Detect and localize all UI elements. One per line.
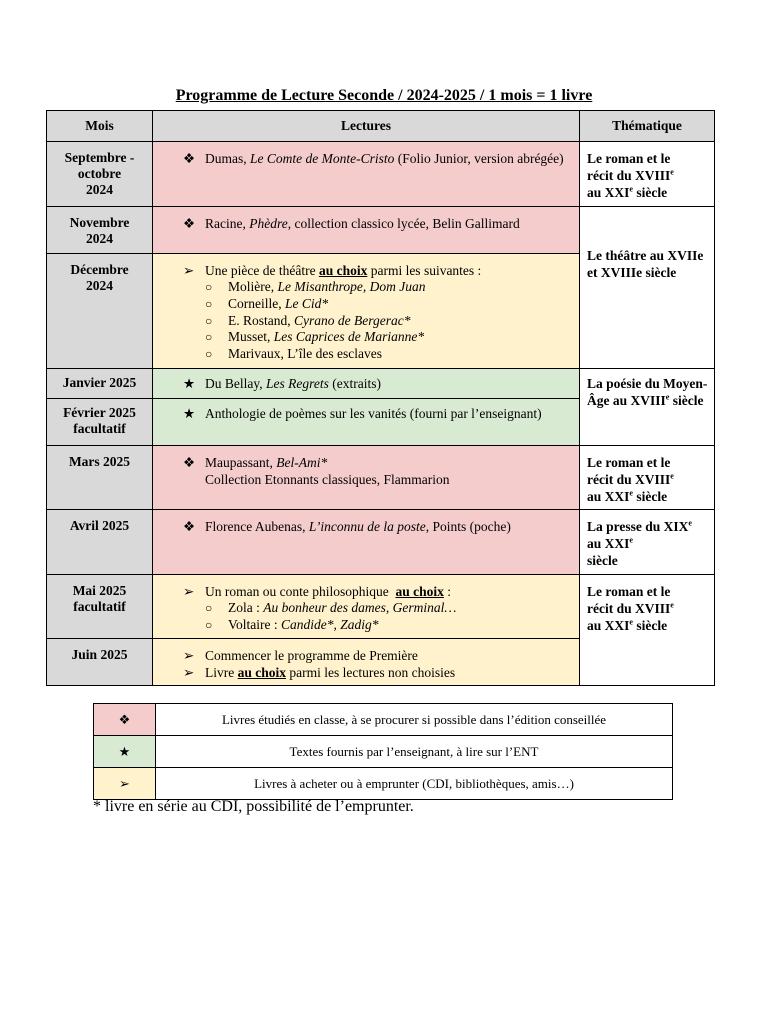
star-icon: ★ bbox=[94, 736, 156, 768]
reading-cell: ❖ Maupassant, Bel-Ami* Collection Etonnants classiques, Flammarion bbox=[153, 446, 580, 510]
theme-cell: La poésie du Moyen-Âge au XVIIIe siècle bbox=[580, 369, 715, 446]
sub-item: ○ Voltaire : Candide*, Zadig* bbox=[205, 616, 379, 632]
legend-text: Livres à acheter ou à emprunter (CDI, bibliothèques, amis…) bbox=[156, 768, 673, 800]
arrow-icon: ➢ bbox=[183, 665, 195, 680]
header-mois: Mois bbox=[47, 111, 153, 142]
theme-cell: Le roman et le récit du XVIIIe au XXIe siècle bbox=[580, 142, 715, 207]
arrow-icon: ➢ bbox=[94, 768, 156, 800]
legend-text: Textes fournis par l’enseignant, à lire sur l’ENT bbox=[156, 736, 673, 768]
reading-cell bbox=[153, 142, 580, 207]
circle-icon: ○ bbox=[205, 617, 213, 632]
footnote: * livre en série au CDI, possibilité de l’emprunter. bbox=[93, 798, 414, 815]
reading-cell bbox=[153, 575, 580, 639]
diamond-icon: ❖ bbox=[183, 455, 196, 470]
reading-item: ❖ Maupassant, Bel-Ami* bbox=[183, 455, 328, 470]
legend-table bbox=[93, 703, 673, 800]
reading-cell bbox=[153, 207, 580, 254]
reading-cell bbox=[153, 254, 580, 369]
sub-item: ○ Musset, Les Caprices de Marianne* bbox=[205, 329, 425, 345]
reading-item: ➢ Une pièce de théâtre au choix parmi les suivantes : bbox=[183, 263, 482, 278]
reading-item: ➢ Livre au choix parmi les lectures non choisies bbox=[183, 665, 456, 680]
reading-item: ❖ Florence Aubenas, L’inconnu de la poste, Points (poche) bbox=[183, 519, 511, 534]
circle-icon: ○ bbox=[205, 296, 213, 311]
diamond-icon: ❖ bbox=[94, 704, 156, 736]
circle-icon: ○ bbox=[205, 330, 213, 345]
sub-item: ○ E. Rostand, Cyrano de Bergerac* bbox=[205, 312, 411, 328]
star-icon: ★ bbox=[183, 406, 196, 421]
reading-item: ❖ Dumas, Le Comte de Monte-Cristo (Folio Junior, version abrégée) bbox=[183, 151, 564, 166]
arrow-icon: ➢ bbox=[183, 648, 195, 663]
reading-cell bbox=[153, 510, 580, 575]
month-cell: Janvier 2025 bbox=[47, 369, 153, 399]
month-cell: Mai 2025 facultatif bbox=[47, 575, 153, 639]
reading-item: ➢ Un roman ou conte philosophique au choix : bbox=[183, 584, 452, 599]
month-cell: Septembre - octobre 2024 bbox=[47, 142, 153, 207]
circle-icon: ○ bbox=[205, 601, 213, 615]
sub-item: ○ Corneille, Le Cid* bbox=[205, 295, 329, 311]
sub-item: ○ Molière, Le Misanthrope, Dom Juan bbox=[205, 279, 426, 294]
star-icon: ★ bbox=[183, 376, 196, 391]
diamond-icon: ❖ bbox=[183, 216, 196, 231]
arrow-icon: ➢ bbox=[183, 584, 195, 599]
reading-item: ★ Anthologie de poèmes sur les vanités (fourni par l’enseignant) bbox=[183, 406, 542, 421]
sub-item: ○ Marivaux, L’île des esclaves bbox=[205, 346, 382, 362]
month-cell: Juin 2025 bbox=[47, 639, 153, 686]
month-cell: Avril 2025 bbox=[47, 510, 153, 575]
legend-text: Livres étudiés en classe, à se procurer si possible dans l’édition conseillée bbox=[156, 704, 673, 736]
theme-cell: Le théâtre au XVIIe et XVIIIe siècle bbox=[580, 207, 715, 369]
reading-item: ★ Du Bellay, Les Regrets (extraits) bbox=[183, 376, 381, 391]
circle-icon: ○ bbox=[205, 280, 213, 294]
reading-item: ❖ Racine, Phèdre, collection classico lycée, Belin Gallimard bbox=[183, 216, 520, 231]
reading-cell bbox=[153, 639, 580, 686]
sub-item: ○ Zola : Au bonheur des dames, Germinal… bbox=[205, 600, 457, 615]
theme-cell: La presse du XIXe au XXIe siècle bbox=[580, 510, 715, 575]
theme-cell: Le roman et le récit du XVIIIe au XXIe siècle bbox=[580, 446, 715, 510]
header-lectures: Lectures bbox=[153, 111, 580, 142]
arrow-icon: ➢ bbox=[183, 263, 195, 278]
reading-program-table bbox=[46, 110, 715, 686]
month-cell: Février 2025 facultatif bbox=[47, 399, 153, 446]
reading-cell bbox=[153, 399, 580, 446]
header-thematique: Thématique bbox=[580, 111, 715, 142]
month-cell: Novembre 2024 bbox=[47, 207, 153, 254]
circle-icon: ○ bbox=[205, 313, 213, 328]
reading-cell bbox=[153, 369, 580, 399]
month-cell: Mars 2025 bbox=[47, 446, 153, 510]
diamond-icon: ❖ bbox=[183, 519, 196, 534]
page-title: Programme de Lecture Seconde / 2024-2025 / 1 mois = 1 livre bbox=[175, 87, 593, 104]
theme-cell: Le roman et le récit du XVIIIe au XXIe siècle bbox=[580, 575, 715, 686]
month-cell: Décembre 2024 bbox=[47, 254, 153, 369]
circle-icon: ○ bbox=[205, 347, 213, 362]
reading-item: ➢ Commencer le programme de Première bbox=[183, 648, 418, 663]
diamond-icon: ❖ bbox=[183, 151, 196, 166]
